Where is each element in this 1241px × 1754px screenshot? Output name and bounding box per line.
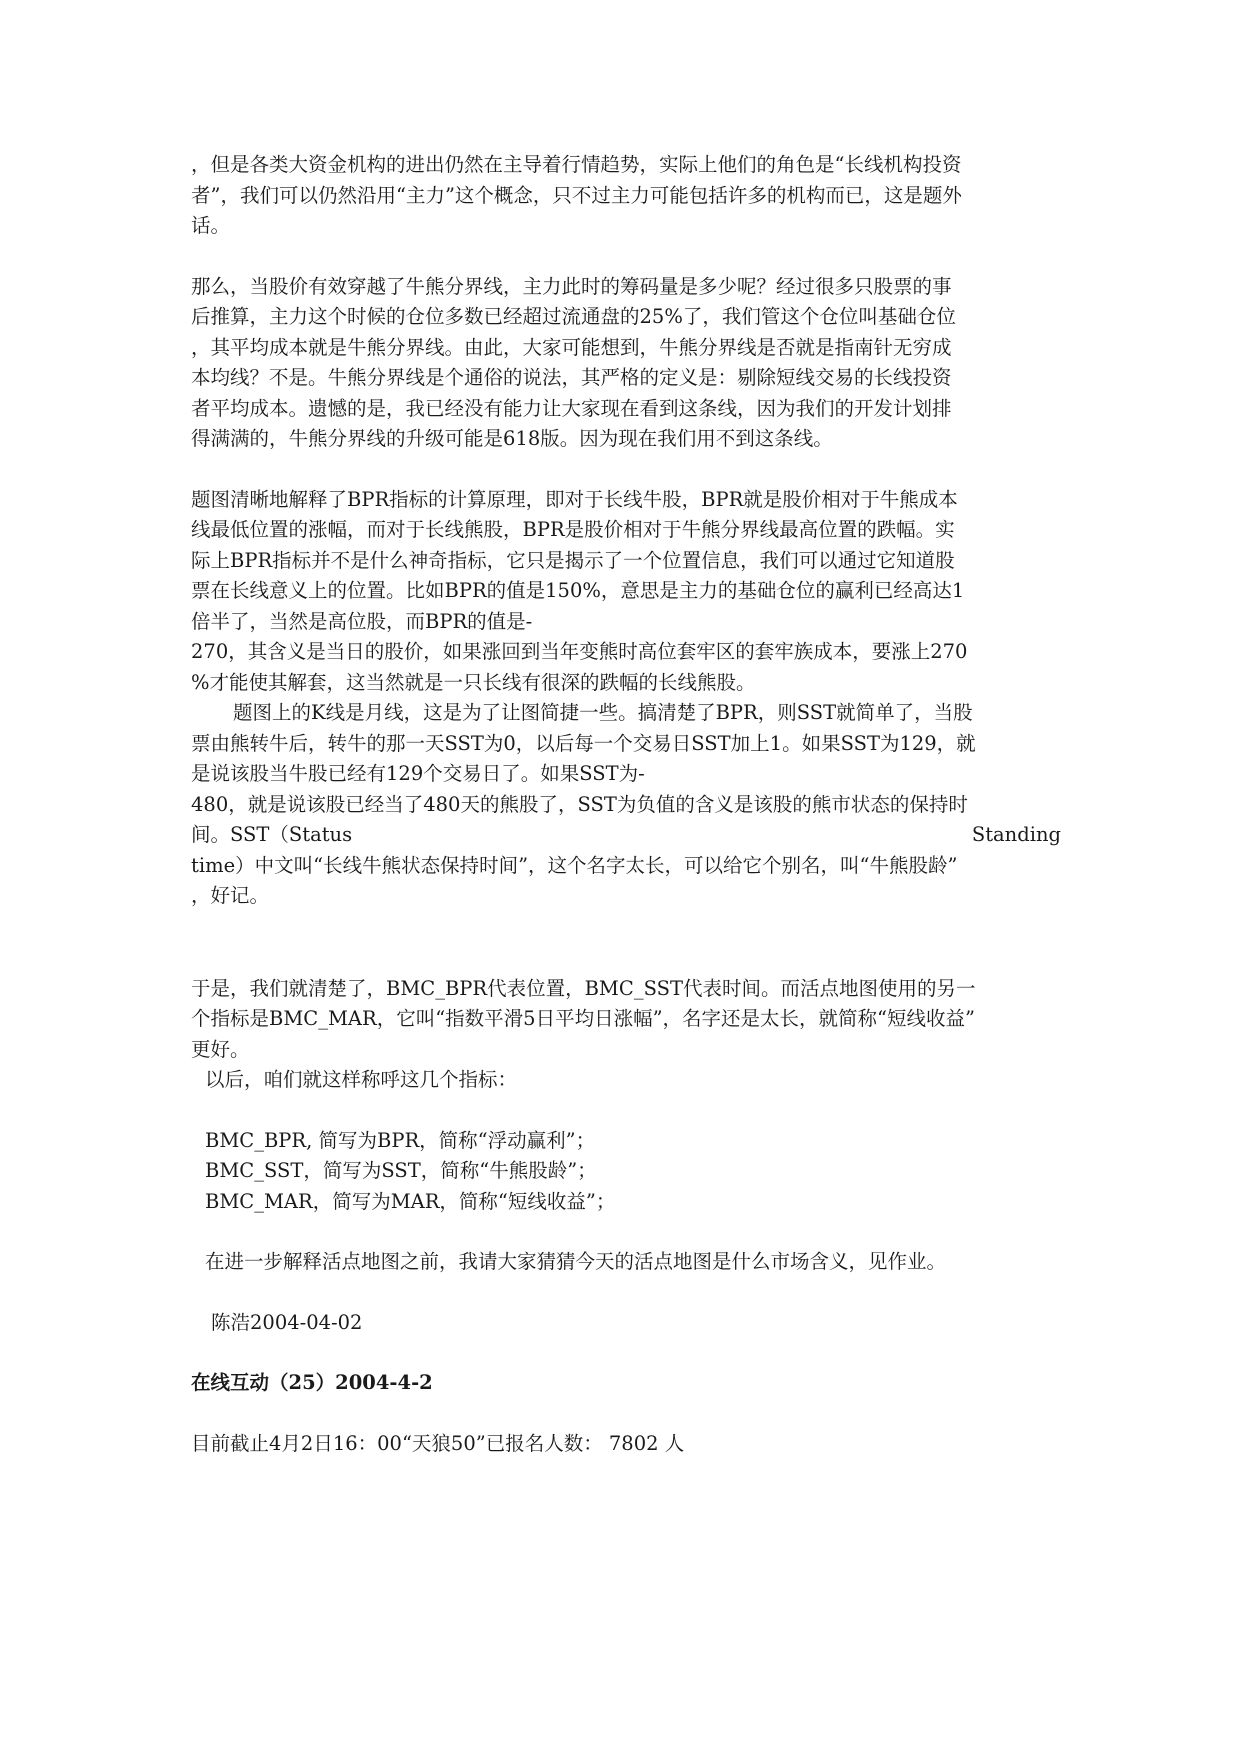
text-line: 270，其含义是当日的股价，如果涨回到当年变熊时高位套牢区的套牢族成本，要涨上270 [191,640,968,663]
text-line: 者平均成本。遗憾的是，我已经没有能力让大家现在看到这条线，因为我们的开发计划排 [191,396,952,420]
text-line: 票在长线意义上的位置。比如BPR的值是150%，意思是主力的基础仓位的赢利已经高达1 [191,579,965,602]
text-line: 话。 [191,214,231,237]
text-line: ，其平均成本就是牛熊分界线。由此，大家可能想到，牛熊分界线是否就是指南针无穷成 [191,335,952,359]
split-line [191,820,1061,851]
paragraph-bull-bear-line [191,272,1061,455]
section-heading: 在线互动（25）2004-4-2 [191,1371,433,1394]
document-page [191,150,1061,1459]
signature: 陈浩2004-04-02 [211,1310,363,1334]
text-line: ，但是各类大资金机构的进出仍然在主导着行情趋势，实际上他们的角色是“长线机构投资 [191,153,962,176]
split-line-left: 间。SST（Status [191,823,353,846]
text-line: 于是，我们就清楚了，BMC_BPR代表位置，BMC_SST代表时间。而活点地图使用的另一 [191,976,976,1000]
text-line: 线最低位置的涨幅，而对于长线熊股，BPR是股价相对于牛熊分界线最高位置的跌幅。实 [191,518,955,541]
paragraph-main-force [191,150,1061,242]
registration-count: 目前截止4月2日16：00“天狼50”已报名人数： 7802 人 [191,1431,685,1455]
list-item: BMC_BPR, 简写为BPR，简称“浮动赢利”； [205,1128,596,1152]
text-line: 际上BPR指标并不是什么神奇指标，它只是揭示了一个位置信息，我们可以通过它知道股 [191,548,955,572]
paragraph-mar-explanation [191,974,1061,1066]
text-line: 以后，咱们就这样称呼这几个指标： [205,1068,518,1091]
text-line: 更好。 [191,1037,250,1061]
text-line: 者”，我们可以仍然沿用“主力”这个概念，只不过主力可能包括许多的机构而已，这是题外 [191,183,962,207]
homework-note: 在进一步解释活点地图之前，我请大家猜猜今天的活点地图是什么市场含义，见作业。 [205,1250,947,1273]
text-line: time）中文叫“长线牛熊状态保持时间”，这个名字太长，可以给它个别名，叫“牛熊股龄” [191,853,958,877]
paragraph-bpr-explanation [191,485,1061,699]
list-item: BMC_SST，简写为SST，简称“牛熊股龄”； [205,1159,597,1182]
text-line: 票由熊转牛后，转牛的那一天SST为0，以后每一个交易日SST加上1。如果SST为129，就 [191,731,976,755]
text-line: 本均线？不是。牛熊分界线是个通俗的说法，其严格的定义是：剔除短线交易的长线投资 [191,366,952,389]
text-line: 题图上的K线是月线，这是为了让图简捷一些。搞清楚了BPR，则SST就简单了，当股 [233,701,973,724]
text-line: 是说该股当牛股已经有129个交易日了。如果SST为- [191,762,645,785]
split-line-right: Standing [971,823,1061,846]
indicator-list [191,1126,1061,1218]
text-line: 题图清晰地解释了BPR指标的计算原理，即对于长线牛股，BPR就是股价相对于牛熊成本 [191,487,958,511]
text-line: %才能使其解套，这当然就是一只长线有很深的跌幅的长线熊股。 [191,670,756,694]
paragraph-sst-explanation [191,698,1061,912]
text-line: ，好记。 [191,884,270,907]
text-line: 后推算，主力这个时候的仓位多数已经超过流通盘的25%了，我们管这个仓位叫基础仓位 [191,305,956,328]
text-line: 480，就是说该股已经当了480天的熊股了，SST为负值的含义是该股的熊市状态的保持时 [191,792,968,816]
text-line: 那么，当股价有效穿越了牛熊分界线，主力此时的筹码量是多少呢？经过很多只股票的事 [191,274,952,298]
list-item: BMC_MAR，简写为MAR，简称“短线收益”； [205,1189,616,1213]
text-line: 得满满的，牛熊分界线的升级可能是618版。因为现在我们用不到这条线。 [191,427,833,450]
text-line: 个指标是BMC_MAR，它叫“指数平滑5日平均日涨幅”，名字还是太长，就简称“短线收益” [191,1007,975,1030]
text-line: 倍半了，当然是高位股，而BPR的值是- [191,609,533,633]
